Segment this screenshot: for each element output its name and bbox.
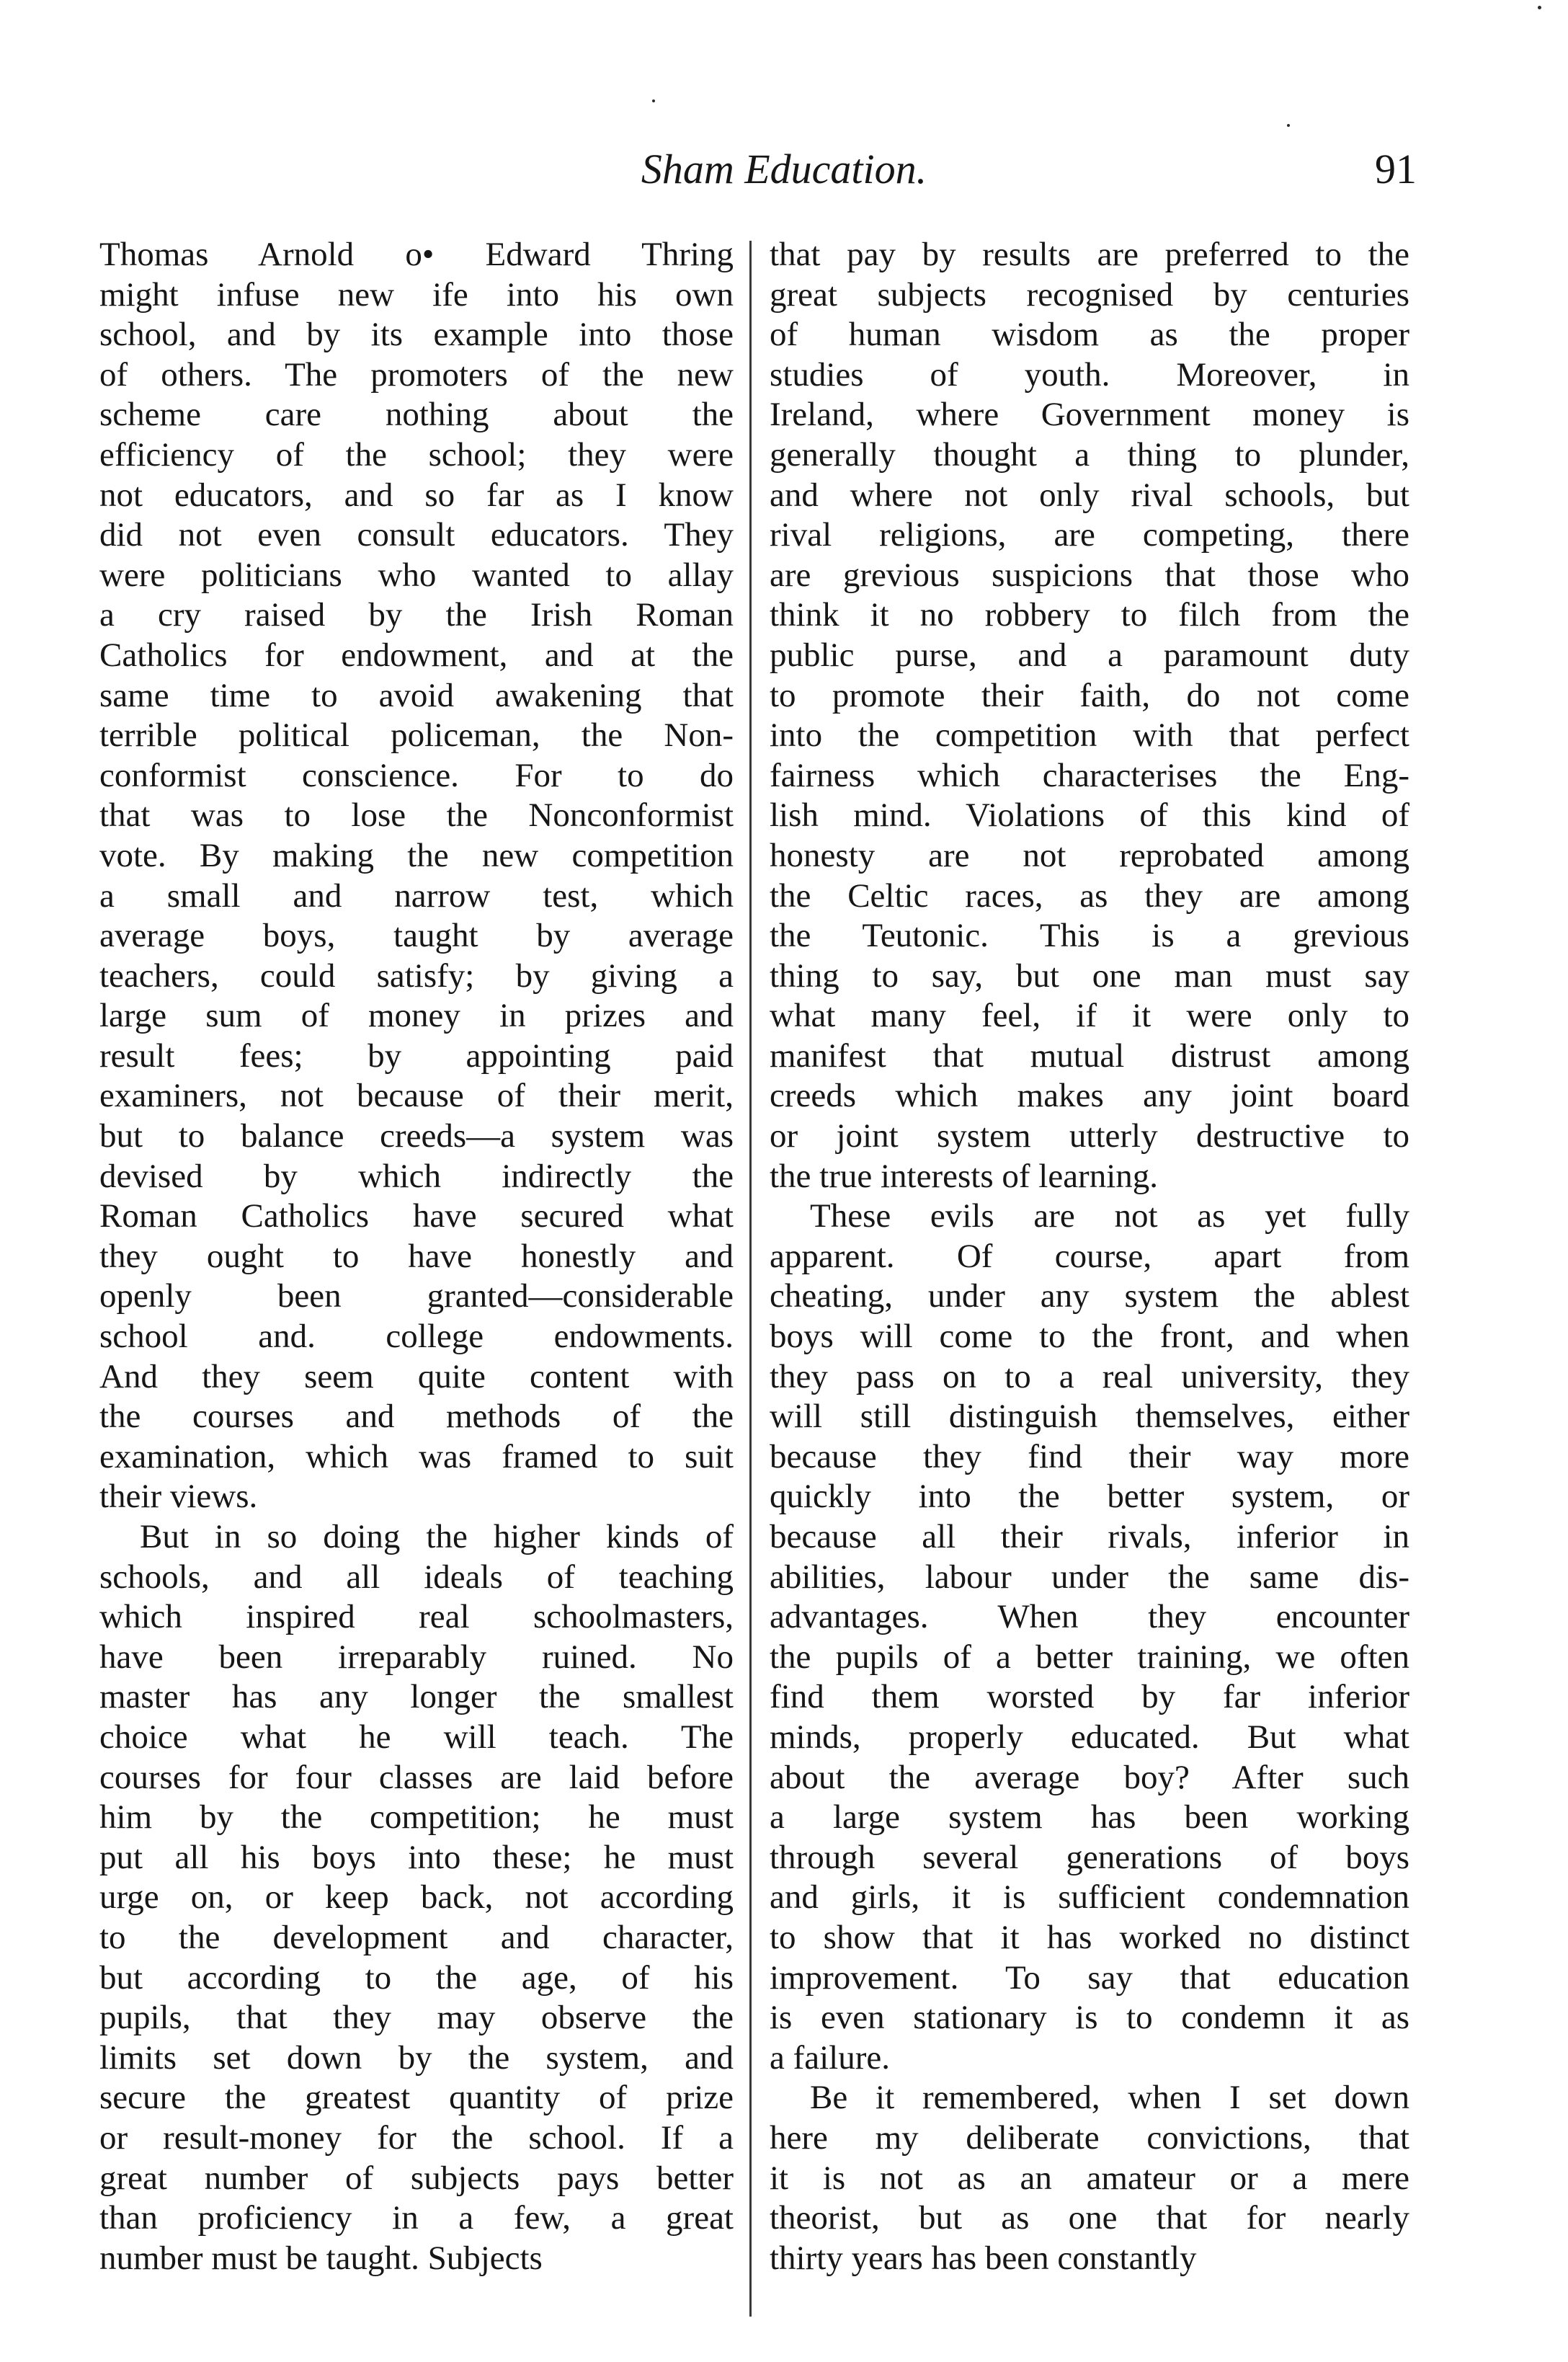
text-line: Be it remembered, when I set down: [810, 2079, 1409, 2117]
text-line: advantages. When they encounter: [770, 1598, 1409, 1636]
text-line: the true interests of learning.: [770, 1157, 1159, 1195]
text-line: that pay by results are preferred to the: [770, 236, 1409, 273]
text-line: into the competition with that perfect: [770, 716, 1409, 755]
text-line: studies of youth. Moreover, in: [770, 355, 1409, 394]
text-line: their views.: [99, 1478, 258, 1516]
text-line: great subjects recognised by centuries: [770, 275, 1409, 314]
text-line: secure the greatest quantity of prize: [99, 2079, 734, 2117]
text-line: lish mind. Violations of this kind of: [770, 796, 1409, 835]
text-line: is even stationary is to condemn it as: [770, 1999, 1409, 2037]
text-line: are grevious suspicions that those who: [770, 556, 1409, 594]
running-title: Sham Education.: [641, 146, 927, 192]
text-line: great number of subjects pays better: [99, 2159, 734, 2197]
text-line: But in so doing the higher kinds of: [140, 1518, 734, 1555]
text-line: or result-money for the school. If a: [99, 2118, 734, 2157]
text-line: Ireland, where Government money is: [770, 396, 1409, 434]
margin-speck: [1287, 124, 1290, 127]
text-line: pupils, that they may observe the: [99, 1999, 734, 2037]
text-line: result fees; by appointing paid: [99, 1036, 734, 1075]
page-number: 91: [1375, 146, 1417, 192]
margin-speck: [652, 99, 655, 102]
text-line: limits set down by the system, and: [99, 2038, 734, 2077]
text-line: than proficiency in a few, a great: [99, 2199, 734, 2237]
text-line: put all his boys into these; he must: [99, 1838, 734, 1876]
text-line: will still distinguish themselves, either: [770, 1398, 1409, 1436]
text-line: creeds which makes any joint board: [770, 1077, 1409, 1115]
text-line: average boys, taught by average: [99, 917, 734, 955]
text-line: they pass on to a real university, they: [770, 1357, 1409, 1395]
text-line: did not even consult educators. They: [99, 516, 734, 554]
text-line: theorist, but as one that for nearly: [770, 2199, 1409, 2237]
text-line: school, and by its example into those: [99, 316, 734, 354]
text-line: to promote their faith, do not come: [770, 676, 1409, 714]
text-line: Catholics for endowment, and at the: [99, 636, 734, 674]
text-line: terrible political policeman, the Non-: [99, 716, 734, 755]
text-line: and where not only rival schools, but: [770, 476, 1409, 514]
text-line: generally thought a thing to plunder,: [770, 435, 1409, 474]
text-line: a cry raised by the Irish Roman: [99, 596, 734, 634]
text-line: And they seem quite content with: [99, 1357, 734, 1395]
text-line: it is not as an amateur or a mere: [770, 2159, 1409, 2197]
text-line: might infuse new ife into his own: [99, 275, 734, 314]
text-line: honesty are not reprobated among: [770, 836, 1409, 874]
left-column: [99, 235, 734, 2278]
text-line: choice what he will teach. The: [99, 1718, 734, 1756]
column-rule: [749, 241, 752, 2317]
text-line: thirty years has been constantly: [770, 2239, 1197, 2277]
text-line: fairness which characterises the Eng-: [770, 756, 1409, 794]
text-line: openly been granted—considerable: [99, 1277, 734, 1315]
text-line: teachers, could satisfy; by giving a: [99, 956, 734, 995]
text-line: thing to say, but one man must say: [770, 956, 1409, 995]
text-line: scheme care nothing about the: [99, 396, 734, 434]
text-line: master has any longer the smallest: [99, 1678, 734, 1716]
text-line: These evils are not as yet fully: [810, 1197, 1409, 1235]
text-line: urge on, or keep back, not according: [99, 1878, 734, 1917]
text-line: abilities, labour under the same dis-: [770, 1558, 1409, 1596]
text-line: the courses and methods of the: [99, 1398, 734, 1436]
text-line: a large system has been working: [770, 1798, 1409, 1837]
text-line: school and. college endowments.: [99, 1318, 734, 1356]
text-line: same time to avoid awakening that: [99, 676, 734, 714]
text-line: examiners, not because of their merit,: [99, 1077, 734, 1115]
text-line: the Teutonic. This is a grevious: [770, 917, 1409, 955]
text-line: rival religions, are competing, there: [770, 516, 1409, 554]
text-line: but to balance creeds—a system was: [99, 1117, 734, 1155]
text-line: because they find their way more: [770, 1437, 1409, 1475]
text-line: Thomas Arnold o• Edward Thring: [99, 236, 734, 273]
text-line: and girls, it is sufficient condemnation: [770, 1878, 1409, 1917]
text-line: or joint system utterly destructive to: [770, 1117, 1409, 1155]
text-line: of human wisdom as the proper: [770, 316, 1409, 354]
text-line: cheating, under any system the ablest: [770, 1277, 1409, 1315]
text-line: a small and narrow test, which: [99, 876, 734, 915]
text-line: examination, which was framed to suit: [99, 1437, 734, 1475]
text-line: him by the competition; he must: [99, 1798, 734, 1837]
text-line: vote. By making the new competition: [99, 836, 734, 874]
text-line: schools, and all ideals of teaching: [99, 1558, 734, 1596]
text-line: conformist conscience. For to do: [99, 756, 734, 794]
text-line: think it no robbery to filch from the: [770, 596, 1409, 634]
text-line: number must be taught. Subjects: [99, 2239, 543, 2277]
text-line: what many feel, if it were only to: [770, 997, 1409, 1035]
text-line: public purse, and a paramount duty: [770, 636, 1409, 674]
text-line: that was to lose the Nonconformist: [99, 796, 734, 835]
text-line: to the development and character,: [99, 1918, 734, 1956]
text-line: courses for four classes are laid before: [99, 1758, 734, 1796]
text-line: have been irreparably ruined. No: [99, 1638, 734, 1676]
text-line: Roman Catholics have secured what: [99, 1197, 734, 1235]
text-line: efficiency of the school; they were: [99, 435, 734, 474]
text-line: because all their rivals, inferior in: [770, 1518, 1409, 1555]
text-line: not educators, and so far as I know: [99, 476, 734, 514]
text-line: minds, properly educated. But what: [770, 1718, 1409, 1756]
text-line: the pupils of a better training, we often: [770, 1638, 1409, 1676]
text-line: a failure.: [770, 2038, 891, 2077]
text-line: through several generations of boys: [770, 1838, 1409, 1876]
text-line: apparent. Of course, apart from: [770, 1237, 1409, 1275]
text-line: to show that it has worked no distinct: [770, 1918, 1409, 1956]
text-line: were politicians who wanted to allay: [99, 556, 734, 594]
text-line: quickly into the better system, or: [770, 1478, 1409, 1516]
text-line: improvement. To say that education: [770, 1958, 1409, 1997]
text-line: boys will come to the front, and when: [770, 1318, 1409, 1356]
right-column: [770, 235, 1409, 2278]
text-line: of others. The promoters of the new: [99, 355, 734, 394]
text-line: the Celtic races, as they are among: [770, 876, 1409, 915]
text-line: devised by which indirectly the: [99, 1157, 734, 1195]
text-line: about the average boy? After such: [770, 1758, 1409, 1796]
text-line: but according to the age, of his: [99, 1958, 734, 1997]
text-line: they ought to have honestly and: [99, 1237, 734, 1275]
text-line: large sum of money in prizes and: [99, 997, 734, 1035]
text-line: here my deliberate convictions, that: [770, 2118, 1409, 2157]
margin-speck: [1538, 6, 1541, 9]
text-line: find them worsted by far inferior: [770, 1678, 1409, 1716]
text-line: which inspired real schoolmasters,: [99, 1598, 734, 1636]
text-line: manifest that mutual distrust among: [770, 1036, 1409, 1075]
